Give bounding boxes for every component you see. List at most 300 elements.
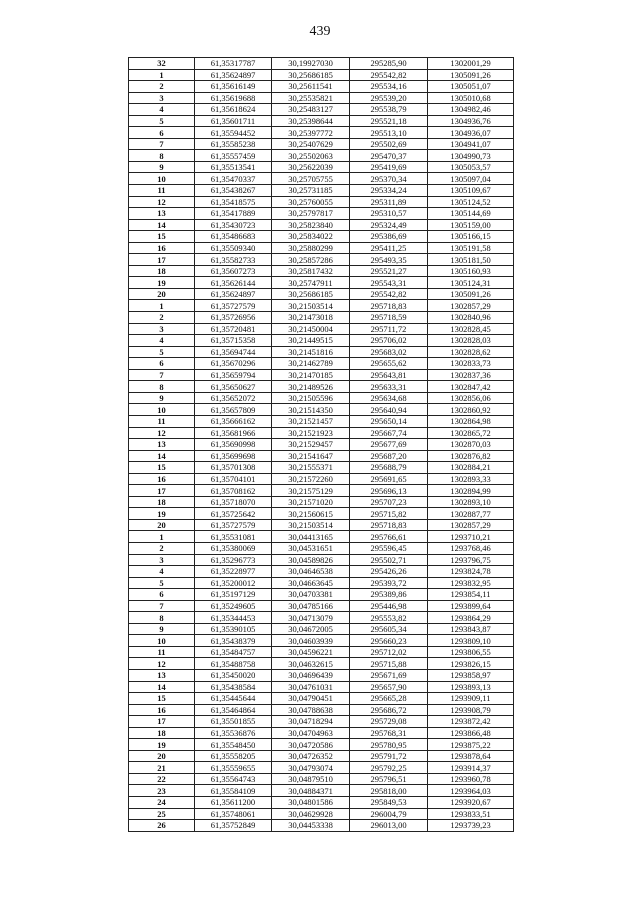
x-coordinate-cell: 295715,88 (350, 658, 428, 670)
point-number-cell: 18 (129, 496, 195, 508)
point-number-cell: 17 (129, 716, 195, 728)
y-coordinate-cell: 1293960,78 (428, 773, 514, 785)
latitude-cell: 61,35536876 (195, 727, 272, 739)
x-coordinate-cell: 295446,98 (350, 600, 428, 612)
table-row (129, 750, 514, 762)
point-number-cell: 13 (129, 669, 195, 681)
y-coordinate-cell: 1293833,51 (428, 808, 514, 820)
coordinates-table-body (129, 58, 514, 832)
y-coordinate-cell: 1305010,68 (428, 92, 514, 104)
y-coordinate-cell: 1293920,67 (428, 797, 514, 809)
y-coordinate-cell: 1293875,22 (428, 739, 514, 751)
latitude-cell: 61,35624897 (195, 69, 272, 81)
x-coordinate-cell: 295696,13 (350, 485, 428, 497)
latitude-cell: 61,35694744 (195, 346, 272, 358)
y-coordinate-cell: 1304990,73 (428, 150, 514, 162)
y-coordinate-cell: 1302828,62 (428, 346, 514, 358)
x-coordinate-cell: 295605,34 (350, 623, 428, 635)
x-coordinate-cell: 295791,72 (350, 750, 428, 762)
latitude-cell: 61,35584109 (195, 785, 272, 797)
y-coordinate-cell: 1302860,92 (428, 404, 514, 416)
x-coordinate-cell: 295521,27 (350, 265, 428, 277)
longitude-cell: 30,21541647 (272, 450, 350, 462)
latitude-cell: 61,35564743 (195, 773, 272, 785)
table-row (129, 323, 514, 335)
latitude-cell: 61,35727579 (195, 300, 272, 312)
longitude-cell: 30,04629928 (272, 808, 350, 820)
latitude-cell: 61,35486683 (195, 231, 272, 243)
y-coordinate-cell: 1293809,10 (428, 635, 514, 647)
point-number-cell: 1 (129, 69, 195, 81)
table-row (129, 531, 514, 543)
longitude-cell: 30,21449515 (272, 335, 350, 347)
x-coordinate-cell: 295686,72 (350, 704, 428, 716)
x-coordinate-cell: 295718,83 (350, 300, 428, 312)
y-coordinate-cell: 1304936,76 (428, 115, 514, 127)
x-coordinate-cell: 295324,49 (350, 219, 428, 231)
longitude-cell: 30,25747911 (272, 277, 350, 289)
longitude-cell: 30,21503514 (272, 519, 350, 531)
table-row (129, 808, 514, 820)
table-row (129, 219, 514, 231)
y-coordinate-cell: 1302884,21 (428, 462, 514, 474)
latitude-cell: 61,35417889 (195, 208, 272, 220)
longitude-cell: 30,21470185 (272, 369, 350, 381)
y-coordinate-cell: 1305051,07 (428, 81, 514, 93)
point-number-cell: 10 (129, 173, 195, 185)
point-number-cell: 2 (129, 542, 195, 554)
latitude-cell: 61,35619688 (195, 92, 272, 104)
table-row (129, 566, 514, 578)
x-coordinate-cell: 296004,79 (350, 808, 428, 820)
x-coordinate-cell: 295393,72 (350, 577, 428, 589)
point-number-cell: 20 (129, 519, 195, 531)
point-number-cell: 25 (129, 808, 195, 820)
y-coordinate-cell: 1302893,33 (428, 473, 514, 485)
longitude-cell: 30,25880299 (272, 242, 350, 254)
point-number-cell: 18 (129, 727, 195, 739)
y-coordinate-cell: 1305181,50 (428, 254, 514, 266)
latitude-cell: 61,35720481 (195, 323, 272, 335)
point-number-cell: 3 (129, 554, 195, 566)
x-coordinate-cell: 295792,25 (350, 762, 428, 774)
longitude-cell: 30,04413165 (272, 531, 350, 543)
latitude-cell: 61,35659794 (195, 369, 272, 381)
x-coordinate-cell: 295502,69 (350, 138, 428, 150)
x-coordinate-cell: 295706,02 (350, 335, 428, 347)
point-number-cell: 14 (129, 219, 195, 231)
table-row (129, 277, 514, 289)
longitude-cell: 30,04531651 (272, 542, 350, 554)
longitude-cell: 30,04696439 (272, 669, 350, 681)
y-coordinate-cell: 1302857,29 (428, 519, 514, 531)
point-number-cell: 9 (129, 623, 195, 635)
x-coordinate-cell: 295502,71 (350, 554, 428, 566)
table-row (129, 208, 514, 220)
longitude-cell: 30,04718294 (272, 716, 350, 728)
x-coordinate-cell: 295411,25 (350, 242, 428, 254)
x-coordinate-cell: 295310,57 (350, 208, 428, 220)
longitude-cell: 30,21489526 (272, 381, 350, 393)
y-coordinate-cell: 1293914,37 (428, 762, 514, 774)
longitude-cell: 30,25407629 (272, 138, 350, 150)
x-coordinate-cell: 295660,23 (350, 635, 428, 647)
x-coordinate-cell: 295285,90 (350, 58, 428, 70)
longitude-cell: 30,25483127 (272, 104, 350, 116)
y-coordinate-cell: 1302828,03 (428, 335, 514, 347)
x-coordinate-cell: 295539,20 (350, 92, 428, 104)
x-coordinate-cell: 295688,79 (350, 462, 428, 474)
longitude-cell: 30,04788638 (272, 704, 350, 716)
y-coordinate-cell: 1293806,55 (428, 646, 514, 658)
x-coordinate-cell: 295493,35 (350, 254, 428, 266)
table-row (129, 542, 514, 554)
y-coordinate-cell: 1302894,99 (428, 485, 514, 497)
y-coordinate-cell: 1305124,52 (428, 196, 514, 208)
y-coordinate-cell: 1304936,07 (428, 127, 514, 139)
latitude-cell: 61,35450020 (195, 669, 272, 681)
longitude-cell: 30,25397772 (272, 127, 350, 139)
longitude-cell: 30,04672005 (272, 623, 350, 635)
y-coordinate-cell: 1302847,42 (428, 381, 514, 393)
point-number-cell: 8 (129, 612, 195, 624)
longitude-cell: 30,21450004 (272, 323, 350, 335)
latitude-cell: 61,35296773 (195, 554, 272, 566)
point-number-cell: 1 (129, 531, 195, 543)
point-number-cell: 12 (129, 427, 195, 439)
x-coordinate-cell: 295643,81 (350, 369, 428, 381)
table-row (129, 727, 514, 739)
y-coordinate-cell: 1302833,73 (428, 358, 514, 370)
latitude-cell: 61,35618624 (195, 104, 272, 116)
point-number-cell: 12 (129, 658, 195, 670)
y-coordinate-cell: 1293866,48 (428, 727, 514, 739)
longitude-cell: 30,21555371 (272, 462, 350, 474)
point-number-cell: 3 (129, 323, 195, 335)
latitude-cell: 61,35438267 (195, 185, 272, 197)
table-row (129, 346, 514, 358)
latitude-cell: 61,35488758 (195, 658, 272, 670)
longitude-cell: 30,04589826 (272, 554, 350, 566)
x-coordinate-cell: 295542,82 (350, 288, 428, 300)
x-coordinate-cell: 295553,82 (350, 612, 428, 624)
point-number-cell: 22 (129, 773, 195, 785)
longitude-cell: 30,04801586 (272, 797, 350, 809)
y-coordinate-cell: 1293826,15 (428, 658, 514, 670)
x-coordinate-cell: 295542,82 (350, 69, 428, 81)
table-row (129, 658, 514, 670)
y-coordinate-cell: 1302001,29 (428, 58, 514, 70)
longitude-cell: 30,21571020 (272, 496, 350, 508)
y-coordinate-cell: 1305124,31 (428, 277, 514, 289)
longitude-cell: 30,25535821 (272, 92, 350, 104)
longitude-cell: 30,04596221 (272, 646, 350, 658)
table-row (129, 554, 514, 566)
y-coordinate-cell: 1302887,77 (428, 508, 514, 520)
longitude-cell: 30,21529457 (272, 439, 350, 451)
x-coordinate-cell: 295691,65 (350, 473, 428, 485)
x-coordinate-cell: 295687,20 (350, 450, 428, 462)
table-row (129, 600, 514, 612)
point-number-cell: 6 (129, 127, 195, 139)
table-row (129, 81, 514, 93)
table-row (129, 300, 514, 312)
point-number-cell: 32 (129, 58, 195, 70)
x-coordinate-cell: 295718,83 (350, 519, 428, 531)
table-row (129, 104, 514, 116)
x-coordinate-cell: 295513,10 (350, 127, 428, 139)
x-coordinate-cell: 295389,86 (350, 589, 428, 601)
point-number-cell: 23 (129, 785, 195, 797)
point-number-cell: 2 (129, 312, 195, 324)
point-number-cell: 12 (129, 196, 195, 208)
point-number-cell: 20 (129, 288, 195, 300)
point-number-cell: 2 (129, 81, 195, 93)
table-row (129, 161, 514, 173)
latitude-cell: 61,35344453 (195, 612, 272, 624)
latitude-cell: 61,35726956 (195, 312, 272, 324)
y-coordinate-cell: 1305091,26 (428, 69, 514, 81)
table-row (129, 335, 514, 347)
point-number-cell: 16 (129, 473, 195, 485)
latitude-cell: 61,35704101 (195, 473, 272, 485)
longitude-cell: 30,04703381 (272, 589, 350, 601)
y-coordinate-cell: 1293768,46 (428, 542, 514, 554)
table-row (129, 646, 514, 658)
point-number-cell: 19 (129, 277, 195, 289)
latitude-cell: 61,35626144 (195, 277, 272, 289)
latitude-cell: 61,35548450 (195, 739, 272, 751)
x-coordinate-cell: 295683,02 (350, 346, 428, 358)
longitude-cell: 30,04790451 (272, 693, 350, 705)
longitude-cell: 30,04793074 (272, 762, 350, 774)
longitude-cell: 30,04785166 (272, 600, 350, 612)
x-coordinate-cell: 295796,51 (350, 773, 428, 785)
x-coordinate-cell: 295712,02 (350, 646, 428, 658)
x-coordinate-cell: 295655,62 (350, 358, 428, 370)
longitude-cell: 30,04720586 (272, 739, 350, 751)
longitude-cell: 30,21473018 (272, 312, 350, 324)
point-number-cell: 9 (129, 392, 195, 404)
latitude-cell: 61,35513541 (195, 161, 272, 173)
x-coordinate-cell: 295640,94 (350, 404, 428, 416)
table-row (129, 312, 514, 324)
point-number-cell: 24 (129, 797, 195, 809)
latitude-cell: 61,35594452 (195, 127, 272, 139)
latitude-cell: 61,35670296 (195, 358, 272, 370)
y-coordinate-cell: 1302893,10 (428, 496, 514, 508)
table-row (129, 242, 514, 254)
longitude-cell: 30,21572260 (272, 473, 350, 485)
latitude-cell: 61,35470337 (195, 173, 272, 185)
point-number-cell: 26 (129, 820, 195, 832)
latitude-cell: 61,35681966 (195, 427, 272, 439)
table-row (129, 485, 514, 497)
table-row (129, 115, 514, 127)
table-row (129, 797, 514, 809)
x-coordinate-cell: 295677,69 (350, 439, 428, 451)
x-coordinate-cell: 295650,14 (350, 415, 428, 427)
table-row (129, 415, 514, 427)
point-number-cell: 5 (129, 115, 195, 127)
latitude-cell: 61,35585238 (195, 138, 272, 150)
y-coordinate-cell: 1293908,79 (428, 704, 514, 716)
x-coordinate-cell: 295818,00 (350, 785, 428, 797)
latitude-cell: 61,35228977 (195, 566, 272, 578)
longitude-cell: 30,21521923 (272, 427, 350, 439)
point-number-cell: 19 (129, 739, 195, 751)
x-coordinate-cell: 295780,95 (350, 739, 428, 751)
point-number-cell: 7 (129, 138, 195, 150)
x-coordinate-cell: 295311,89 (350, 196, 428, 208)
table-row (129, 92, 514, 104)
table-row (129, 58, 514, 70)
table-row (129, 473, 514, 485)
y-coordinate-cell: 1293843,87 (428, 623, 514, 635)
table-row (129, 693, 514, 705)
point-number-cell: 14 (129, 681, 195, 693)
point-number-cell: 15 (129, 462, 195, 474)
table-row (129, 739, 514, 751)
y-coordinate-cell: 1302828,45 (428, 323, 514, 335)
table-row (129, 577, 514, 589)
y-coordinate-cell: 1293858,97 (428, 669, 514, 681)
table-row (129, 254, 514, 266)
x-coordinate-cell: 295766,61 (350, 531, 428, 543)
latitude-cell: 61,35690998 (195, 439, 272, 451)
point-number-cell: 5 (129, 577, 195, 589)
table-row (129, 519, 514, 531)
y-coordinate-cell: 1302864,98 (428, 415, 514, 427)
latitude-cell: 61,35438584 (195, 681, 272, 693)
longitude-cell: 30,04646538 (272, 566, 350, 578)
y-coordinate-cell: 1305091,26 (428, 288, 514, 300)
latitude-cell: 61,35501855 (195, 716, 272, 728)
point-number-cell: 4 (129, 335, 195, 347)
y-coordinate-cell: 1305109,67 (428, 185, 514, 197)
latitude-cell: 61,35438379 (195, 635, 272, 647)
x-coordinate-cell: 295419,69 (350, 161, 428, 173)
longitude-cell: 30,04632615 (272, 658, 350, 670)
y-coordinate-cell: 1302856,06 (428, 392, 514, 404)
point-number-cell: 15 (129, 231, 195, 243)
latitude-cell: 61,35582733 (195, 254, 272, 266)
page-number: 439 (309, 24, 331, 39)
x-coordinate-cell: 295707,23 (350, 496, 428, 508)
latitude-cell: 61,35718070 (195, 496, 272, 508)
y-coordinate-cell: 1293864,29 (428, 612, 514, 624)
longitude-cell: 30,04453338 (272, 820, 350, 832)
latitude-cell: 61,35701308 (195, 462, 272, 474)
point-number-cell: 9 (129, 161, 195, 173)
point-number-cell: 13 (129, 208, 195, 220)
x-coordinate-cell: 295768,31 (350, 727, 428, 739)
latitude-cell: 61,35725642 (195, 508, 272, 520)
point-number-cell: 21 (129, 762, 195, 774)
point-number-cell: 11 (129, 185, 195, 197)
longitude-cell: 30,04704963 (272, 727, 350, 739)
latitude-cell: 61,35652072 (195, 392, 272, 404)
longitude-cell: 30,25817432 (272, 265, 350, 277)
longitude-cell: 30,25686185 (272, 288, 350, 300)
y-coordinate-cell: 1302870,03 (428, 439, 514, 451)
x-coordinate-cell: 295538,79 (350, 104, 428, 116)
table-row (129, 439, 514, 451)
table-row (129, 508, 514, 520)
longitude-cell: 30,21462789 (272, 358, 350, 370)
longitude-cell: 30,04879510 (272, 773, 350, 785)
x-coordinate-cell: 296013,00 (350, 820, 428, 832)
table-row (129, 635, 514, 647)
table-row (129, 369, 514, 381)
y-coordinate-cell: 1305097,04 (428, 173, 514, 185)
table-row (129, 138, 514, 150)
point-number-cell: 6 (129, 358, 195, 370)
latitude-cell: 61,35509340 (195, 242, 272, 254)
latitude-cell: 61,35380069 (195, 542, 272, 554)
y-coordinate-cell: 1305160,93 (428, 265, 514, 277)
longitude-cell: 30,21560615 (272, 508, 350, 520)
table-row (129, 669, 514, 681)
latitude-cell: 61,35558205 (195, 750, 272, 762)
y-coordinate-cell: 1302840,96 (428, 312, 514, 324)
y-coordinate-cell: 1293878,64 (428, 750, 514, 762)
y-coordinate-cell: 1302865,72 (428, 427, 514, 439)
longitude-cell: 30,04884371 (272, 785, 350, 797)
longitude-cell: 30,25857286 (272, 254, 350, 266)
y-coordinate-cell: 1305053,57 (428, 161, 514, 173)
latitude-cell: 61,35748061 (195, 808, 272, 820)
x-coordinate-cell: 295426,26 (350, 566, 428, 578)
table-row (129, 681, 514, 693)
table-row (129, 173, 514, 185)
point-number-cell: 13 (129, 439, 195, 451)
latitude-cell: 61,35464864 (195, 704, 272, 716)
point-number-cell: 15 (129, 693, 195, 705)
longitude-cell: 30,04663645 (272, 577, 350, 589)
latitude-cell: 61,35200012 (195, 577, 272, 589)
latitude-cell: 61,35657809 (195, 404, 272, 416)
latitude-cell: 61,35624897 (195, 288, 272, 300)
point-number-cell: 8 (129, 381, 195, 393)
latitude-cell: 61,35249605 (195, 600, 272, 612)
point-number-cell: 7 (129, 600, 195, 612)
x-coordinate-cell: 295671,69 (350, 669, 428, 681)
x-coordinate-cell: 295334,24 (350, 185, 428, 197)
y-coordinate-cell: 1302857,29 (428, 300, 514, 312)
table-row (129, 288, 514, 300)
table-row (129, 358, 514, 370)
y-coordinate-cell: 1293909,11 (428, 693, 514, 705)
table-row (129, 185, 514, 197)
longitude-cell: 30,04713079 (272, 612, 350, 624)
table-row (129, 69, 514, 81)
latitude-cell: 61,35317787 (195, 58, 272, 70)
y-coordinate-cell: 1305166,15 (428, 231, 514, 243)
longitude-cell: 30,25705755 (272, 173, 350, 185)
table-row (129, 450, 514, 462)
point-number-cell: 4 (129, 104, 195, 116)
longitude-cell: 30,21451816 (272, 346, 350, 358)
point-number-cell: 11 (129, 415, 195, 427)
x-coordinate-cell: 295470,37 (350, 150, 428, 162)
latitude-cell: 61,35727579 (195, 519, 272, 531)
point-number-cell: 17 (129, 485, 195, 497)
latitude-cell: 61,35418575 (195, 196, 272, 208)
point-number-cell: 5 (129, 346, 195, 358)
table-row (129, 427, 514, 439)
x-coordinate-cell: 295534,16 (350, 81, 428, 93)
